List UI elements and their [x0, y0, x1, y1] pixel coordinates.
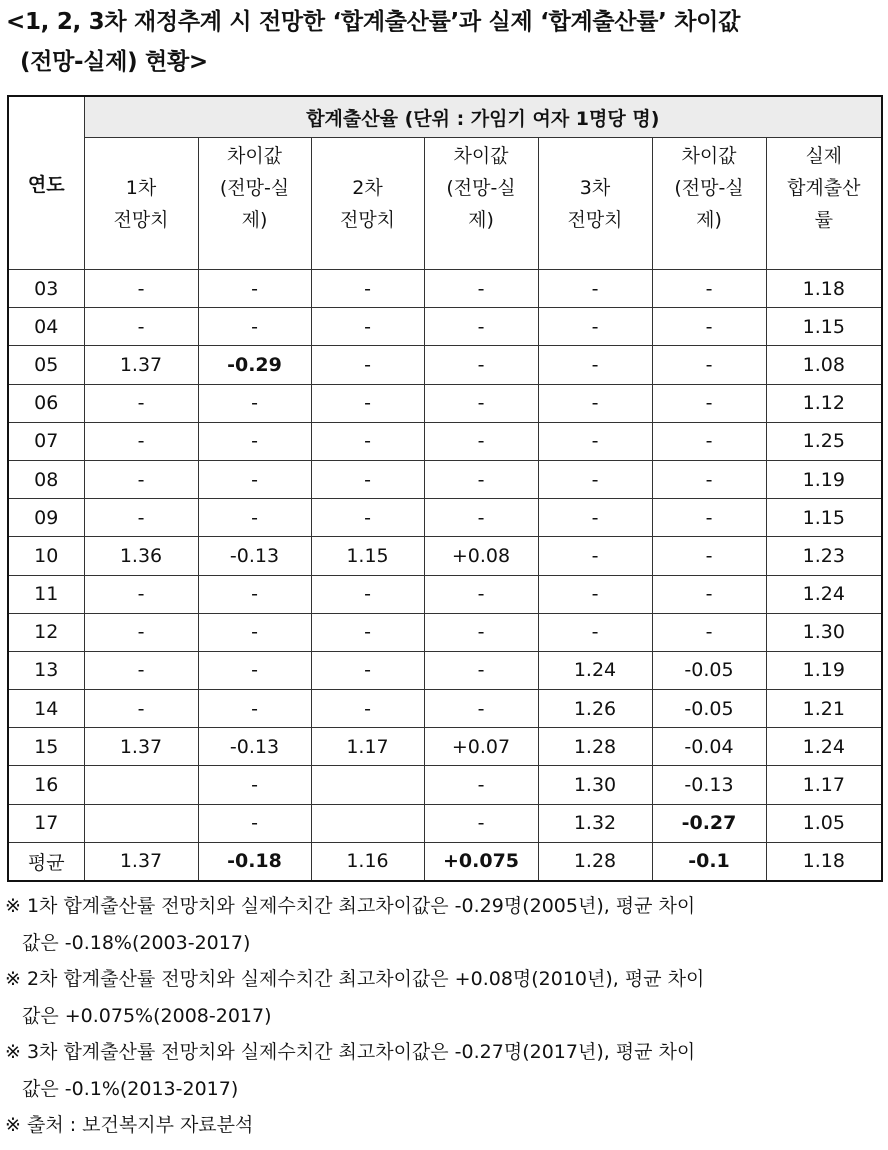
table-cell: +0.07	[424, 728, 538, 766]
table-cell: 1.16	[311, 842, 424, 881]
year-cell: 평균	[8, 842, 84, 881]
column-header-line	[425, 236, 538, 268]
table-cell: -	[652, 460, 766, 498]
table-cell: -0.27	[652, 804, 766, 842]
column-header-line	[312, 140, 424, 172]
table-cell: -	[424, 766, 538, 804]
table-cell: -	[311, 270, 424, 308]
column-header-line: 3차	[579, 176, 611, 199]
table-cell: +0.08	[424, 537, 538, 575]
table-cell: -	[538, 384, 652, 422]
table-cell: -	[652, 422, 766, 460]
table-cell: -	[311, 651, 424, 689]
table-cell: -	[198, 575, 311, 613]
column-header	[766, 138, 882, 270]
table-cell: 1.25	[766, 422, 882, 460]
table-cell: 1.15	[766, 308, 882, 346]
table-row	[8, 804, 882, 842]
table-cell: -	[424, 346, 538, 384]
table-cell: -	[198, 651, 311, 689]
table-cell: 1.36	[84, 537, 198, 575]
table-cell: 1.30	[538, 766, 652, 804]
table-cell: -	[652, 537, 766, 575]
table-cell: -	[198, 270, 311, 308]
column-header-line: 전망치	[113, 208, 169, 231]
year-cell: 15	[8, 728, 84, 766]
table-cell: -	[538, 270, 652, 308]
table-cell: -0.13	[198, 728, 311, 766]
table-cell: 1.17	[311, 728, 424, 766]
table-cell	[84, 766, 198, 804]
footnotes	[5, 888, 885, 1144]
table-cell: 1.15	[311, 537, 424, 575]
year-cell: 03	[8, 270, 84, 308]
table-cell: -0.04	[652, 728, 766, 766]
column-header-line	[539, 140, 652, 172]
document-title	[6, 2, 886, 82]
table-cell: 1.32	[538, 804, 652, 842]
table-cell: -	[424, 575, 538, 613]
column-header	[538, 138, 652, 270]
year-cell: 10	[8, 537, 84, 575]
year-cell: 13	[8, 651, 84, 689]
table-row	[8, 842, 882, 881]
table-row	[8, 651, 882, 689]
column-header-line: 실제	[805, 144, 843, 167]
table-cell: -0.18	[198, 842, 311, 881]
year-cell: 17	[8, 804, 84, 842]
table-row	[8, 613, 882, 651]
note-line: 값은 -0.1%(2013-2017)	[22, 1077, 239, 1100]
column-header-line: 차이값	[226, 144, 283, 167]
table-cell: 1.18	[766, 842, 882, 881]
table-cell: -	[84, 460, 198, 498]
column-header-line: 제)	[241, 208, 268, 231]
table-row	[8, 422, 882, 460]
column-header-line: 전망치	[339, 208, 396, 231]
table-cell: -	[311, 346, 424, 384]
column-header-line	[767, 236, 882, 268]
table-cell: 1.21	[766, 690, 882, 728]
year-cell: 07	[8, 422, 84, 460]
column-header	[84, 138, 198, 270]
table-cell: -	[652, 384, 766, 422]
table-cell: -	[198, 308, 311, 346]
column-header-line	[539, 236, 652, 268]
table-row	[8, 460, 882, 498]
table-cell: -	[84, 270, 198, 308]
year-cell: 04	[8, 308, 84, 346]
column-header-line: 합계출산	[787, 176, 861, 199]
table-cell: -	[311, 308, 424, 346]
table-cell: -	[311, 690, 424, 728]
table-cell: 1.24	[766, 728, 882, 766]
table-cell: 1.24	[538, 651, 652, 689]
table-cell: -	[538, 613, 652, 651]
table-cell: 1.37	[84, 346, 198, 384]
fertility-rate-table	[7, 95, 883, 882]
table-cell: -	[424, 651, 538, 689]
table-cell: 1.18	[766, 270, 882, 308]
table-cell: -	[424, 384, 538, 422]
table-cell: -	[424, 613, 538, 651]
table-row	[8, 728, 882, 766]
year-cell: 11	[8, 575, 84, 613]
column-header-line: 2차	[352, 176, 383, 199]
table-cell: -	[311, 384, 424, 422]
note-line: ※ 3차 합계출산률 전망치와 실제수치간 최고차이값은 -0.27명(2017년), 평균 차이	[5, 1041, 696, 1063]
table-cell: -	[198, 499, 311, 537]
year-cell: 12	[8, 613, 84, 651]
source-note: ※ 출처 : 보건복지부 자료분석	[5, 1114, 254, 1136]
table-cell: -	[84, 690, 198, 728]
table-cell: -	[311, 613, 424, 651]
table-cell: -	[424, 690, 538, 728]
table-cell: -	[84, 499, 198, 537]
table-cell: 1.15	[766, 499, 882, 537]
title-line-1: <1, 2, 3차 재정추계 시 전망한 ‘합계출산률’과 실제 ‘합계출산률’ 차이값	[6, 9, 741, 35]
table-cell: +0.075	[424, 842, 538, 881]
column-header-line: 률	[814, 208, 833, 231]
column-header-line: 차이값	[453, 144, 509, 167]
table-cell: -	[538, 422, 652, 460]
table-cell: -	[84, 384, 198, 422]
group-header: 합계출산율 (단위 : 가임기 여자 1명당 명)	[84, 96, 882, 138]
table-cell: -0.1	[652, 842, 766, 881]
table-cell: -	[84, 613, 198, 651]
column-header-line: (전망-실	[219, 176, 290, 199]
column-header-line: 1차	[125, 176, 157, 199]
column-header-line: 전망치	[567, 208, 623, 231]
table-row	[8, 537, 882, 575]
table-cell: -	[652, 575, 766, 613]
note-line: ※ 1차 합계출산률 전망치와 실제수치간 최고차이값은 -0.29명(2005년), 평균 차이	[5, 895, 696, 917]
table-cell: -	[538, 308, 652, 346]
table-cell: -	[311, 499, 424, 537]
column-header-line	[199, 236, 311, 268]
year-cell: 06	[8, 384, 84, 422]
column-header	[311, 138, 424, 270]
table-cell: 1.19	[766, 460, 882, 498]
table-cell: -0.05	[652, 651, 766, 689]
table-cell: -0.29	[198, 346, 311, 384]
year-cell: 16	[8, 766, 84, 804]
table-cell: -	[84, 575, 198, 613]
column-header	[198, 138, 311, 270]
table-cell: -	[198, 384, 311, 422]
table-row	[8, 499, 882, 537]
table-cell: -	[84, 422, 198, 460]
column-header	[424, 138, 538, 270]
table-cell: -	[198, 460, 311, 498]
table-cell: -	[652, 613, 766, 651]
column-header	[652, 138, 766, 270]
table-cell: -	[198, 766, 311, 804]
table-cell: 1.19	[766, 651, 882, 689]
table-cell: -	[311, 575, 424, 613]
table-cell: -	[198, 422, 311, 460]
table-cell: -0.13	[652, 766, 766, 804]
table-row	[8, 270, 882, 308]
table-cell: 1.05	[766, 804, 882, 842]
table-cell: -	[198, 804, 311, 842]
table-cell: -	[652, 346, 766, 384]
table-cell: -	[538, 575, 652, 613]
table-cell: 1.28	[538, 728, 652, 766]
table-cell: 1.23	[766, 537, 882, 575]
table-cell: 1.37	[84, 842, 198, 881]
table-cell: -	[424, 270, 538, 308]
table-row	[8, 690, 882, 728]
table-cell: -	[424, 422, 538, 460]
table-row	[8, 575, 882, 613]
table-cell: -	[538, 346, 652, 384]
table-row	[8, 766, 882, 804]
table-cell: -	[538, 499, 652, 537]
table-cell: 1.30	[766, 613, 882, 651]
column-header-line	[312, 236, 424, 268]
year-cell: 08	[8, 460, 84, 498]
column-header-line	[85, 236, 198, 268]
table-cell: -0.05	[652, 690, 766, 728]
table-cell: 1.37	[84, 728, 198, 766]
column-header-line	[653, 236, 766, 268]
table-cell	[311, 804, 424, 842]
note-line: 값은 -0.18%(2003-2017)	[22, 931, 251, 954]
table-cell: 1.12	[766, 384, 882, 422]
table-row	[8, 346, 882, 384]
year-cell: 14	[8, 690, 84, 728]
column-header-line: (전망-실	[446, 176, 516, 199]
table-cell: -	[538, 537, 652, 575]
note-line: ※ 2차 합계출산률 전망치와 실제수치간 최고차이값은 +0.08명(2010년), 평균 차이	[5, 968, 705, 990]
table-cell: -0.13	[198, 537, 311, 575]
table-cell: 1.08	[766, 346, 882, 384]
table-cell: -	[652, 270, 766, 308]
table-row	[8, 308, 882, 346]
table-cell: -	[311, 422, 424, 460]
table-cell: -	[198, 690, 311, 728]
column-header-line: 제)	[696, 208, 722, 231]
table-cell: -	[538, 460, 652, 498]
column-header-line	[85, 140, 198, 172]
year-cell: 05	[8, 346, 84, 384]
note-line: 값은 +0.075%(2008-2017)	[22, 1004, 272, 1027]
column-header-line: 차이값	[681, 144, 737, 167]
column-header-line: 제)	[468, 208, 494, 231]
table-cell	[84, 804, 198, 842]
table-cell: -	[424, 308, 538, 346]
table-cell: -	[652, 499, 766, 537]
year-cell: 09	[8, 499, 84, 537]
table-cell: 1.24	[766, 575, 882, 613]
table-cell: -	[424, 460, 538, 498]
title-line-2: (전망-실제) 현황>	[20, 49, 208, 75]
table-cell: -	[84, 308, 198, 346]
table-cell: -	[198, 613, 311, 651]
table-row	[8, 384, 882, 422]
column-header-line: (전망-실	[674, 176, 744, 199]
table-cell	[311, 766, 424, 804]
table-cell: 1.26	[538, 690, 652, 728]
table-cell: -	[84, 651, 198, 689]
table-cell: 1.28	[538, 842, 652, 881]
table-cell: 1.17	[766, 766, 882, 804]
table-cell: -	[311, 460, 424, 498]
table-cell: -	[424, 804, 538, 842]
table-cell: -	[652, 308, 766, 346]
table-cell: -	[424, 499, 538, 537]
year-header: 연도	[8, 96, 84, 270]
